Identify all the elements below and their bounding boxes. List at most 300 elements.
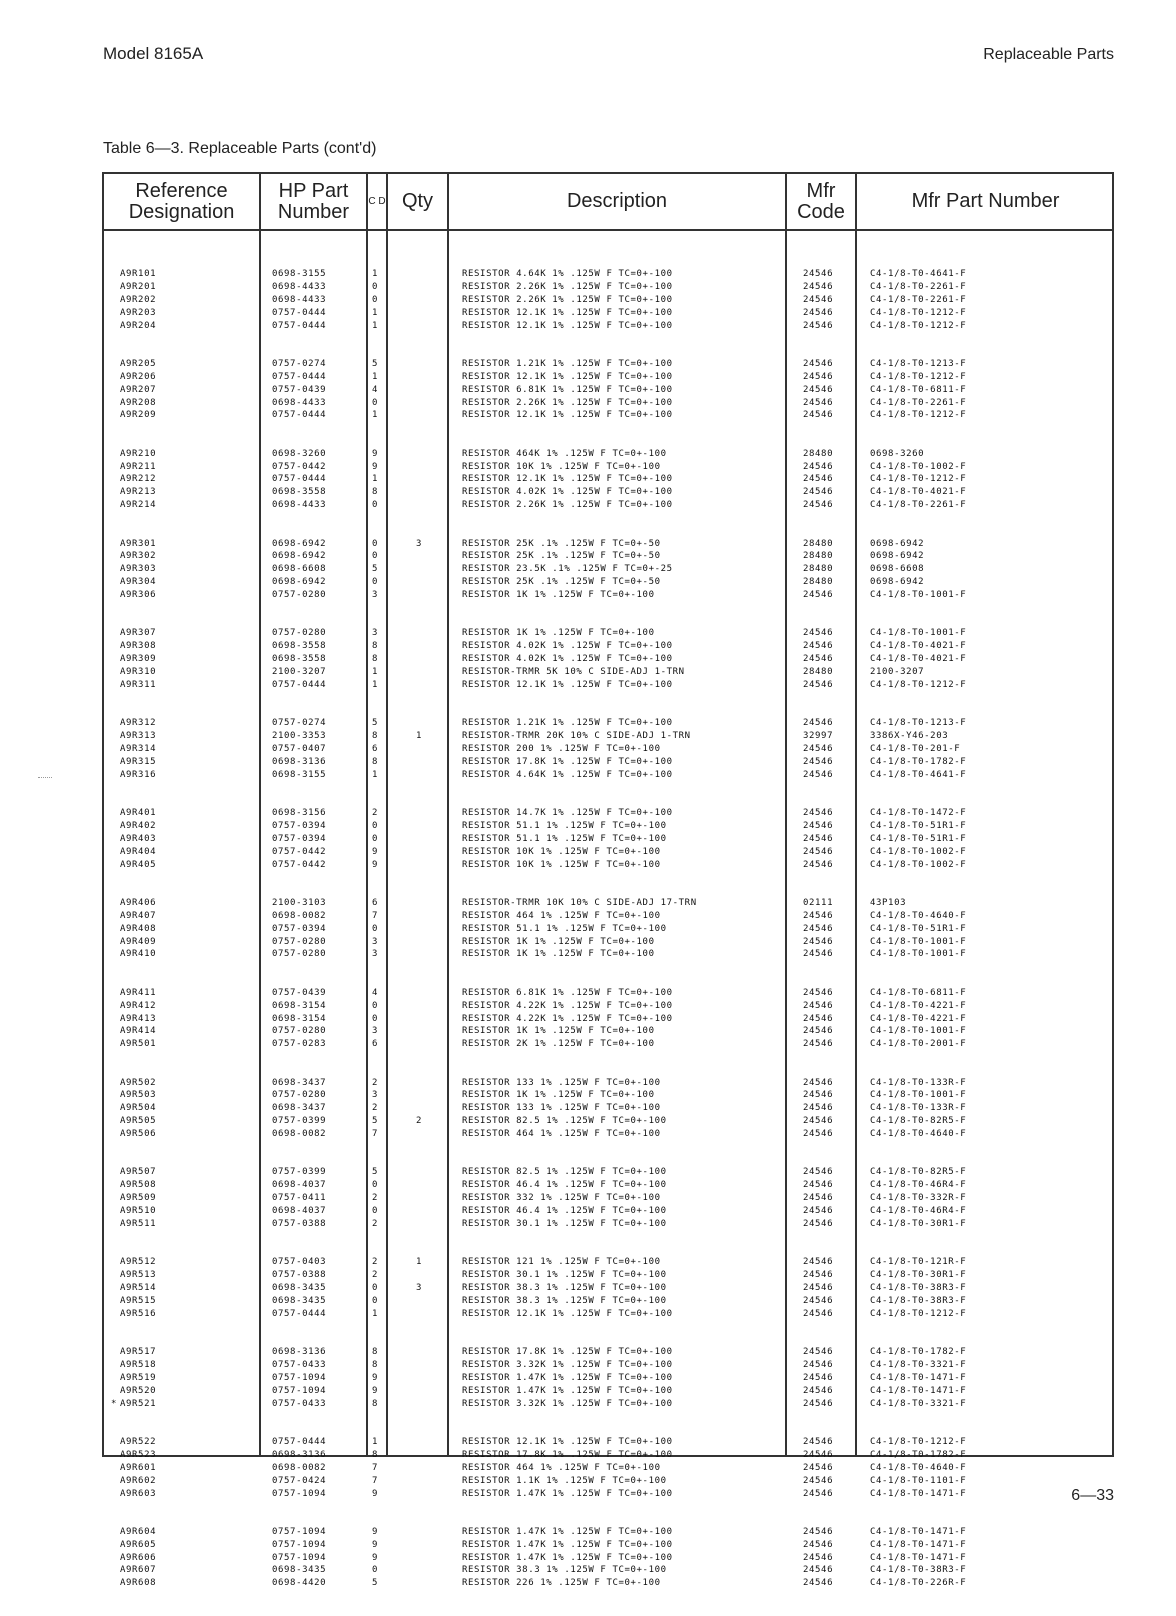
cell-mpn: C4-1/8-T0-1471-F [870,1526,967,1537]
cell-mfr: 24546 [803,1219,834,1229]
row-group [104,1346,1112,1410]
cell-desc: RESISTOR 133 1% .125W F TC=0+-100 [462,1077,661,1088]
table-row [104,717,1112,730]
cell-ref: A9R509 [120,1193,157,1204]
cell-cd: 5 [372,1578,379,1589]
cell-qty: 2 [415,1116,423,1127]
cell-desc: RESISTOR 2.26K 1% .125W F TC=0+-100 [462,294,673,305]
cell-desc: RESISTOR 25K .1% .125W F TC=0+-50 [462,551,661,562]
cell-desc: RESISTOR 17.8K 1% .125W F TC=0+-100 [462,1347,673,1358]
cell-mfr: 32997 [803,731,834,742]
cell-desc: RESISTOR 4.22K 1% .125W F TC=0+-100 [462,1013,673,1024]
cell-hp: 0757-0444 [272,320,327,331]
cell-hp: 0698-6608 [272,564,327,575]
table-row [104,769,1112,782]
column-header-mfr-part-number: Mfr Part Number [911,190,1060,212]
cell-hp: 0757-0411 [272,1193,327,1204]
column-header-mfr-code: Mfr Code [797,179,845,223]
cell-desc: RESISTOR 10K 1% .125W F TC=0+-100 [462,859,661,870]
cell-ref: A9R412 [120,1000,157,1011]
cell-mpn: C4-1/8-T0-1212-F [870,679,967,690]
cell-mpn: C4-1/8-T0-51R1-F [870,820,967,831]
cell-desc: RESISTOR 121 1% .125W F TC=0+-100 [462,1257,661,1268]
cell-cd: 6 [372,1039,379,1050]
cell-cd: 9 [372,1488,379,1499]
cell-mpn: C4-1/8-T0-1002-F [870,846,967,857]
cell-cd: 8 [372,1360,379,1371]
cell-cd: 5 [372,1116,379,1127]
cell-mpn: C4-1/8-T0-1001-F [870,949,967,960]
cell-cd: 8 [372,756,379,767]
table-row [104,358,1112,371]
cell-cd: 0 [372,397,379,408]
cell-hp: 0757-0283 [272,1039,327,1050]
cell-ref: A9R214 [120,500,157,511]
cell-mfr: 24546 [803,1565,834,1576]
cell-desc: RESISTOR 200 1% .125W F TC=0+-100 [462,744,661,754]
cell-hp: 0757-0433 [272,1360,327,1371]
table-row [104,743,1112,756]
cell-mfr: 24546 [803,1090,834,1101]
table-row [104,923,1112,936]
cell-ref: A9R210 [120,448,157,459]
cell-ref: A9R312 [120,718,157,729]
cell-qty: 3 [415,1283,423,1294]
cell-ref: A9R514 [120,1283,157,1294]
cell-hp: 0698-3558 [272,654,327,665]
table-row [104,1269,1112,1282]
cell-cd: 9 [372,1385,379,1396]
cell-hp: 0757-0280 [272,1090,327,1101]
cell-desc: RESISTOR-TRMR 5K 10% C SIDE-ADJ 1-TRN [462,667,685,678]
cell-mpn: C4-1/8-T0-4221-F [870,1013,967,1024]
table-row [104,1115,1112,1128]
cell-ref: A9R203 [120,307,157,318]
cell-desc: RESISTOR 10K 1% .125W F TC=0+-100 [462,846,661,857]
cell-ref: A9R520 [120,1385,157,1396]
cell-desc: RESISTOR 2.26K 1% .125W F TC=0+-100 [462,500,673,511]
cell-cd: 0 [372,577,379,588]
cell-cd: 0 [372,820,379,831]
cell-cd: 1 [372,1308,379,1319]
cell-hp: 0757-1094 [272,1539,327,1550]
column-header-cd: C D [368,195,386,207]
cell-hp: 0757-0444 [272,679,327,690]
cell-desc: RESISTOR 6.81K 1% .125W F TC=0+-100 [462,384,673,395]
cell-cd: 3 [372,590,379,601]
table-row [104,294,1112,307]
cell-hp: 0698-3154 [272,1013,327,1024]
cell-desc: RESISTOR 82.5 1% .125W F TC=0+-100 [462,1167,667,1178]
cell-cd: 1 [372,307,379,318]
cell-mfr: 24546 [803,987,834,998]
cell-hp: 0757-0280 [272,1026,327,1037]
page-number: 6—33 [1071,1487,1114,1504]
cell-hp: 0698-6942 [272,538,327,549]
cell-mpn: 0698-6608 [870,564,925,575]
table-row [104,371,1112,384]
cell-cd: 0 [372,538,379,549]
table-row [104,448,1112,461]
cell-desc: RESISTOR 226 1% .125W F TC=0+-100 [462,1578,661,1589]
cell-mpn: C4-1/8-T0-30R1-F [870,1270,967,1281]
cell-mfr: 24546 [803,1308,834,1319]
cell-cd: 0 [372,1295,379,1306]
cell-mpn: C4-1/8-T0-51R1-F [870,923,967,934]
cell-desc: RESISTOR-TRMR 10K 10% C SIDE-ADJ 17-TRN [462,897,697,908]
cell-cd: 0 [372,1283,379,1294]
cell-ref: A9R513 [120,1270,157,1281]
cell-ref: A9R301 [120,538,157,549]
cell-mpn: C4-1/8-T0-4021-F [870,487,967,498]
cell-ref: A9R607 [120,1565,157,1576]
table-row [104,1526,1112,1539]
cell-ref: A9R311 [120,679,157,690]
cell-cd: 1 [372,679,379,690]
cell-cd: 9 [372,1372,379,1383]
cell-hp: 0757-0394 [272,833,327,844]
cell-cd: 0 [372,923,379,934]
cell-ref: A9R304 [120,577,157,588]
cell-hp: 0757-0274 [272,358,327,369]
table-row [104,820,1112,833]
cell-cd: 0 [372,1000,379,1011]
table-row [104,679,1112,692]
cell-desc: RESISTOR 82.5 1% .125W F TC=0+-100 [462,1116,667,1127]
cell-mfr: 24546 [803,397,834,408]
cell-desc: RESISTOR 12.1K 1% .125W F TC=0+-100 [462,1308,673,1319]
cell-ref: A9R313 [120,731,157,742]
cell-mpn: C4-1/8-T0-1001-F [870,1026,967,1037]
cell-mpn: C4-1/8-T0-1782-F [870,756,967,767]
table-row [104,384,1112,397]
table-row [104,320,1112,333]
cell-mfr: 24546 [803,1526,834,1537]
cell-cd: 8 [372,1398,379,1409]
cell-ref: A9R522 [120,1436,157,1447]
cell-mpn: C4-1/8-T0-2261-F [870,397,967,408]
table-row [104,268,1112,281]
cell-mfr: 24546 [803,1347,834,1358]
cell-cd: 3 [372,1026,379,1037]
table-row [104,1449,1112,1462]
table-row [104,1475,1112,1488]
cell-cd: 1 [372,474,379,485]
cell-cd: 0 [372,500,379,511]
cell-mpn: C4-1/8-T0-1001-F [870,590,967,601]
table-row [104,576,1112,589]
header-divider [104,229,1112,231]
table-row [104,1013,1112,1026]
cell-hp: 0698-3437 [272,1077,327,1088]
table-row [104,1038,1112,1051]
cell-hp: 0698-3155 [272,269,327,279]
table-row [104,1256,1112,1269]
cell-desc: RESISTOR 46.4 1% .125W F TC=0+-100 [462,1180,667,1191]
row-group [104,1256,1112,1320]
cell-hp: 0757-0280 [272,949,327,960]
cell-hp: 0757-0399 [272,1167,327,1178]
cell-mfr: 24546 [803,808,834,819]
cell-ref: A9R516 [120,1308,157,1319]
row-group [104,1166,1112,1230]
cell-ref: A9R507 [120,1167,157,1178]
table-row [104,1552,1112,1565]
cell-desc: RESISTOR 2K 1% .125W F TC=0+-100 [462,1039,655,1050]
cell-mfr: 24546 [803,1116,834,1127]
table-row [104,846,1112,859]
cell-cd: 0 [372,1565,379,1576]
cell-cd: 2 [372,1219,379,1229]
cell-mpn: C4-1/8-T0-121R-F [870,1257,967,1268]
cell-desc: RESISTOR 4.02K 1% .125W F TC=0+-100 [462,641,673,652]
cell-desc: RESISTOR 464K 1% .125W F TC=0+-100 [462,448,667,459]
row-group [104,1436,1112,1500]
cell-mpn: C4-1/8-T0-3321-F [870,1360,967,1371]
cell-hp: 0698-0082 [272,910,327,921]
cell-mpn: C4-1/8-T0-1782-F [870,1449,967,1460]
row-group [104,268,1112,332]
cell-mfr: 24546 [803,949,834,960]
table-row [104,756,1112,769]
cell-mfr: 24546 [803,269,834,279]
cell-cd: 8 [372,487,379,498]
table-row [104,1077,1112,1090]
cell-mpn: C4-1/8-T0-2001-F [870,1039,967,1050]
cell-desc: RESISTOR 46.4 1% .125W F TC=0+-100 [462,1206,667,1217]
cell-ref: A9R316 [120,769,157,780]
cell-mfr: 24546 [803,1539,834,1550]
cell-cd: 2 [372,1270,379,1281]
cell-qty: 1 [415,1257,423,1268]
cell-cd: 2 [372,808,379,819]
cell-mfr: 24546 [803,1372,834,1383]
table-row [104,1372,1112,1385]
cell-desc: RESISTOR 1.21K 1% .125W F TC=0+-100 [462,718,673,729]
table-row [104,538,1112,551]
cell-qty: 3 [415,538,423,549]
table-row [104,730,1112,743]
cell-ref: A9R202 [120,294,157,305]
cell-cd: 0 [372,281,379,292]
cell-cd: 6 [372,744,379,754]
cell-mfr: 24546 [803,1552,834,1563]
table-row [104,461,1112,474]
cell-ref: A9R501 [120,1039,157,1050]
cell-ref: A9R302 [120,551,157,562]
cell-desc: RESISTOR 6.81K 1% .125W F TC=0+-100 [462,987,673,998]
table-row [104,653,1112,666]
cell-mpn: C4-1/8-T0-1001-F [870,628,967,639]
cell-mfr: 28480 [803,564,834,575]
cell-desc: RESISTOR 2.26K 1% .125W F TC=0+-100 [462,281,673,292]
cell-mpn: C4-1/8-T0-4641-F [870,769,967,780]
cell-mpn: C4-1/8-T0-1212-F [870,410,967,421]
cell-hp: 0757-0442 [272,859,327,870]
cell-hp: 0698-3558 [272,641,327,652]
cell-mfr: 28480 [803,667,834,678]
cell-cd: 7 [372,910,379,921]
table-row [104,1000,1112,1013]
cell-mfr: 24546 [803,294,834,305]
cell-mfr: 24546 [803,654,834,665]
cell-desc: RESISTOR 1.47K 1% .125W F TC=0+-100 [462,1385,673,1396]
cell-hp: 0698-3558 [272,487,327,498]
cell-mfr: 24546 [803,1578,834,1589]
cell-cd: 6 [372,897,379,908]
cell-ref: A9R605 [120,1539,157,1550]
cell-hp: 0698-3435 [272,1283,327,1294]
table-row [104,473,1112,486]
cell-desc: RESISTOR 25K .1% .125W F TC=0+-50 [462,538,661,549]
cell-ref: A9R519 [120,1372,157,1383]
cell-ref: A9R510 [120,1206,157,1217]
cell-mpn: C4-1/8-T0-38R3-F [870,1295,967,1306]
table-row [104,307,1112,320]
cell-ref: A9R401 [120,808,157,819]
table-row [104,1025,1112,1038]
cell-cd: 5 [372,1167,379,1178]
table-row [104,281,1112,294]
table-body [104,268,1112,1616]
cell-mfr: 24546 [803,1103,834,1114]
table-row [104,563,1112,576]
section-title: Replaceable Parts [983,46,1114,63]
cell-desc: RESISTOR 1K 1% .125W F TC=0+-100 [462,949,655,960]
cell-hp: 2100-3103 [272,897,327,908]
cell-hp: 0757-0388 [272,1270,327,1281]
cell-mfr: 24546 [803,1475,834,1486]
cell-hp: 0757-0444 [272,1436,327,1447]
cell-cd: 3 [372,936,379,947]
cell-mpn: 0698-3260 [870,448,925,459]
cell-desc: RESISTOR 1.47K 1% .125W F TC=0+-100 [462,1372,673,1383]
cell-ref: A9R523 [120,1449,157,1460]
cell-mpn: C4-1/8-T0-1002-F [870,859,967,870]
cell-hp: 0698-4433 [272,281,327,292]
cell-mpn: C4-1/8-T0-82R5-F [870,1116,967,1127]
row-group [104,897,1112,961]
cell-mpn: C4-1/8-T0-4021-F [870,641,967,652]
cell-desc: RESISTOR 10K 1% .125W F TC=0+-100 [462,461,661,472]
cell-mpn: C4-1/8-T0-332R-F [870,1193,967,1204]
cell-ref: A9R601 [120,1462,157,1473]
cell-hp: 0757-0442 [272,846,327,857]
cell-hp: 0757-0403 [272,1257,327,1268]
cell-cd: 0 [372,551,379,562]
cell-mfr: 24546 [803,1398,834,1409]
cell-hp: 0698-3156 [272,808,327,819]
cell-hp: 0698-4433 [272,294,327,305]
cell-desc: RESISTOR 38.3 1% .125W F TC=0+-100 [462,1283,667,1294]
cell-desc: RESISTOR 4.64K 1% .125W F TC=0+-100 [462,269,673,279]
cell-ref: A9R410 [120,949,157,960]
cell-mfr: 24546 [803,371,834,382]
cell-mpn: C4-1/8-T0-201-F [870,744,961,754]
table-row [104,1179,1112,1192]
row-group [104,807,1112,871]
cell-desc: RESISTOR 12.1K 1% .125W F TC=0+-100 [462,307,673,318]
cell-ref: A9R413 [120,1013,157,1024]
cell-mpn: C4-1/8-T0-51R1-F [870,833,967,844]
cell-hp: 0757-0399 [272,1116,327,1127]
cell-desc: RESISTOR 30.1 1% .125W F TC=0+-100 [462,1219,667,1229]
cell-cd: 2 [372,1193,379,1204]
cell-mfr: 24546 [803,1013,834,1024]
cell-mpn: C4-1/8-T0-46R4-F [870,1180,967,1191]
cell-ref: A9R517 [120,1347,157,1358]
cell-mfr: 28480 [803,577,834,588]
cell-mfr: 24546 [803,769,834,780]
cell-desc: RESISTOR 12.1K 1% .125W F TC=0+-100 [462,371,673,382]
cell-mpn: 0698-6942 [870,577,925,588]
cell-ref: A9R503 [120,1090,157,1101]
cell-desc: RESISTOR 464 1% .125W F TC=0+-100 [462,1129,661,1140]
cell-hp: 0757-0280 [272,628,327,639]
cell-hp: 0757-0394 [272,820,327,831]
cell-mfr: 24546 [803,1436,834,1447]
cell-mpn: C4-1/8-T0-38R3-F [870,1565,967,1576]
margin-mark [38,777,52,778]
cell-cd: 8 [372,641,379,652]
table-row [104,987,1112,1000]
cell-mfr: 24546 [803,474,834,485]
cell-desc: RESISTOR 1K 1% .125W F TC=0+-100 [462,628,655,639]
cell-mpn: 0698-6942 [870,551,925,562]
column-header-hp-part-number: HP Part Number [277,179,350,223]
cell-ref: A9R207 [120,384,157,395]
table-row [104,1564,1112,1577]
table-row [104,1539,1112,1552]
cell-mfr: 24546 [803,281,834,292]
cell-mpn: C4-1/8-T0-1213-F [870,718,967,729]
cell-ref: A9R205 [120,358,157,369]
cell-ref: A9R303 [120,564,157,575]
cell-ref: A9R404 [120,846,157,857]
cell-desc: RESISTOR 1.47K 1% .125W F TC=0+-100 [462,1539,673,1550]
table-row [104,1102,1112,1115]
cell-ref: A9R307 [120,628,157,639]
cell-ref: A9R604 [120,1526,157,1537]
cell-cd: 0 [372,1013,379,1024]
cell-desc: RESISTOR 12.1K 1% .125W F TC=0+-100 [462,410,673,421]
cell-cd: 0 [372,1180,379,1191]
cell-mfr: 24546 [803,1193,834,1204]
row-group [104,987,1112,1051]
cell-mfr: 24546 [803,1039,834,1050]
cell-mfr: 24546 [803,923,834,934]
cell-mpn: C4-1/8-T0-4641-F [870,269,967,279]
cell-ref: A9R315 [120,756,157,767]
cell-ref: A9R101 [120,269,157,279]
cell-hp: 0757-0280 [272,936,327,947]
row-group [104,1526,1112,1590]
cell-cd: 7 [372,1475,379,1486]
table-row [104,807,1112,820]
cell-mfr: 24546 [803,679,834,690]
table-caption: Table 6—3. Replaceable Parts (cont'd) [103,140,377,157]
cell-hp: 0698-3154 [272,1000,327,1011]
cell-mfr: 24546 [803,833,834,844]
table-row [104,1359,1112,1372]
cell-mfr: 24546 [803,1167,834,1178]
table-row [104,1308,1112,1321]
cell-hp: 0698-3136 [272,1347,327,1358]
cell-mfr: 24546 [803,1000,834,1011]
cell-mpn: C4-1/8-T0-1213-F [870,358,967,369]
cell-mfr: 24546 [803,1129,834,1140]
cell-cd: 1 [372,667,379,678]
